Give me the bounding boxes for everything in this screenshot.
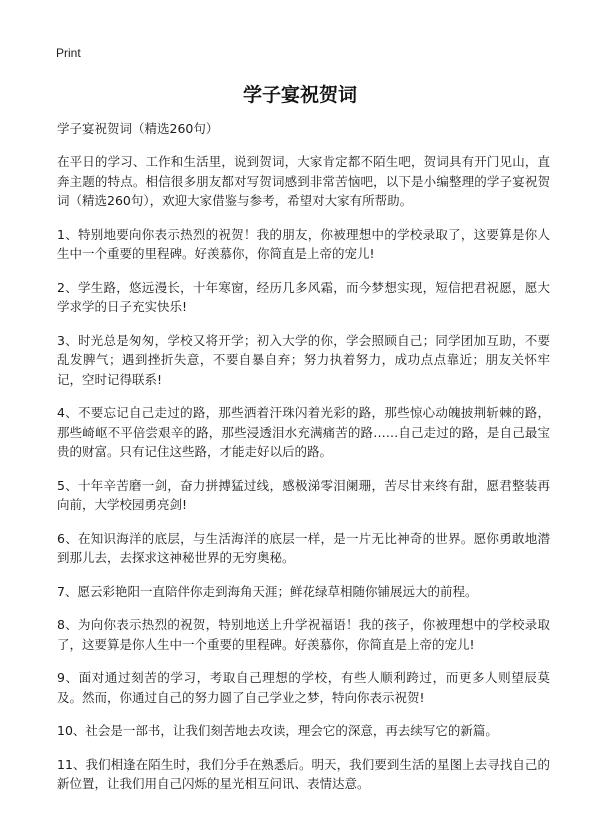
article-subtitle: 学子宴祝贺词（精选260句） <box>57 121 219 136</box>
list-item: 1、特别地要向你表示热烈的祝贺！我的朋友，你被理想中的学校录取了，这要算是你人生中一个重要的里程碑。好羡慕你，你简直是上帝的宠儿! <box>57 226 550 261</box>
list-item: 10、社会是一部书，让我们刻苦地去攻读，理会它的深意，再去续写它的新篇。 <box>57 723 498 738</box>
list-item: 2、学生路，悠远漫长，十年寒窗，经历几多风霜，而今梦想实现，短信把君祝愿，愿大学求学的日子充实快乐! <box>57 279 550 314</box>
list-item: 3、时光总是匆匆，学校又将开学；初入大学的你，学会照顾自己；同学团加互助，不要乱发脾气；遇到挫折失意，不要自暴自弃；努力执着努力，成功点点靠近；朋友关怀牢记，空时记得联系! <box>57 332 550 387</box>
list-item: 9、面对通过刻苦的学习，考取自己理想的学校，有些人顺利跨过，而更多人则望辰莫及。然而，你通过自己的努力圆了自己学业之梦，特向你表示祝贺! <box>57 670 550 705</box>
list-item: 5、十年辛苦磨一剑，奋力拼搏猛过线，感极涕零泪阑珊，苦尽甘来终有甜，愿君整装再向前，大学校园勇亮剑! <box>57 477 550 512</box>
intro-paragraph: 在平日的学习、工作和生活里，说到贺词，大家肯定都不陌生吧，贺词具有开门见山，直奔主题的特点。相信很多朋友都对写贺词感到非常苦恼吧，以下是小编整理的学子宴祝贺词（精选260句），欢迎大家借鉴与参考，希望对大家有所帮助。 <box>57 154 550 208</box>
list-item: 7、愿云彩艳阳一直陪伴你走到海角天涯；鲜花绿草相随你铺展远大的前程。 <box>57 583 478 599</box>
list-item: 11、我们相逢在陌生时，我们分手在熟悉后。明天，我们要到生活的星图上去寻找自己的新位置，让我们用自己闪烁的星光相互问讯、表情达意。 <box>57 756 550 791</box>
article-body <box>57 120 550 808</box>
print-link[interactable]: Print <box>56 46 81 60</box>
list-item: 6、在知识海洋的底层，与生活海洋的底层一样，是一片无比神奇的世界。愿你勇敢地潜到那儿去，去探求这神秘世界的无穷奥秘。 <box>57 530 550 565</box>
page-title: 学子宴祝贺词 <box>242 84 357 106</box>
list-item: 4、不要忘记自己走过的路，那些洒着汗珠闪着光彩的路，那些惊心动魄披荆斩棘的路，那些崎岖不平倍尝艰辛的路，那些浸透泪水充满痛苦的路……自己走过的路，是自己最宝贵的财富。只有记住这些路，才能走好以后的路。 <box>57 405 550 459</box>
list-item: 8、为向你表示热烈的祝贺，特别地送上升学祝福语！我的孩子，你被理想中的学校录取了，这要算是你人生中一个重要的里程碑。好羡慕你，你简直是上帝的宠儿! <box>57 617 550 652</box>
